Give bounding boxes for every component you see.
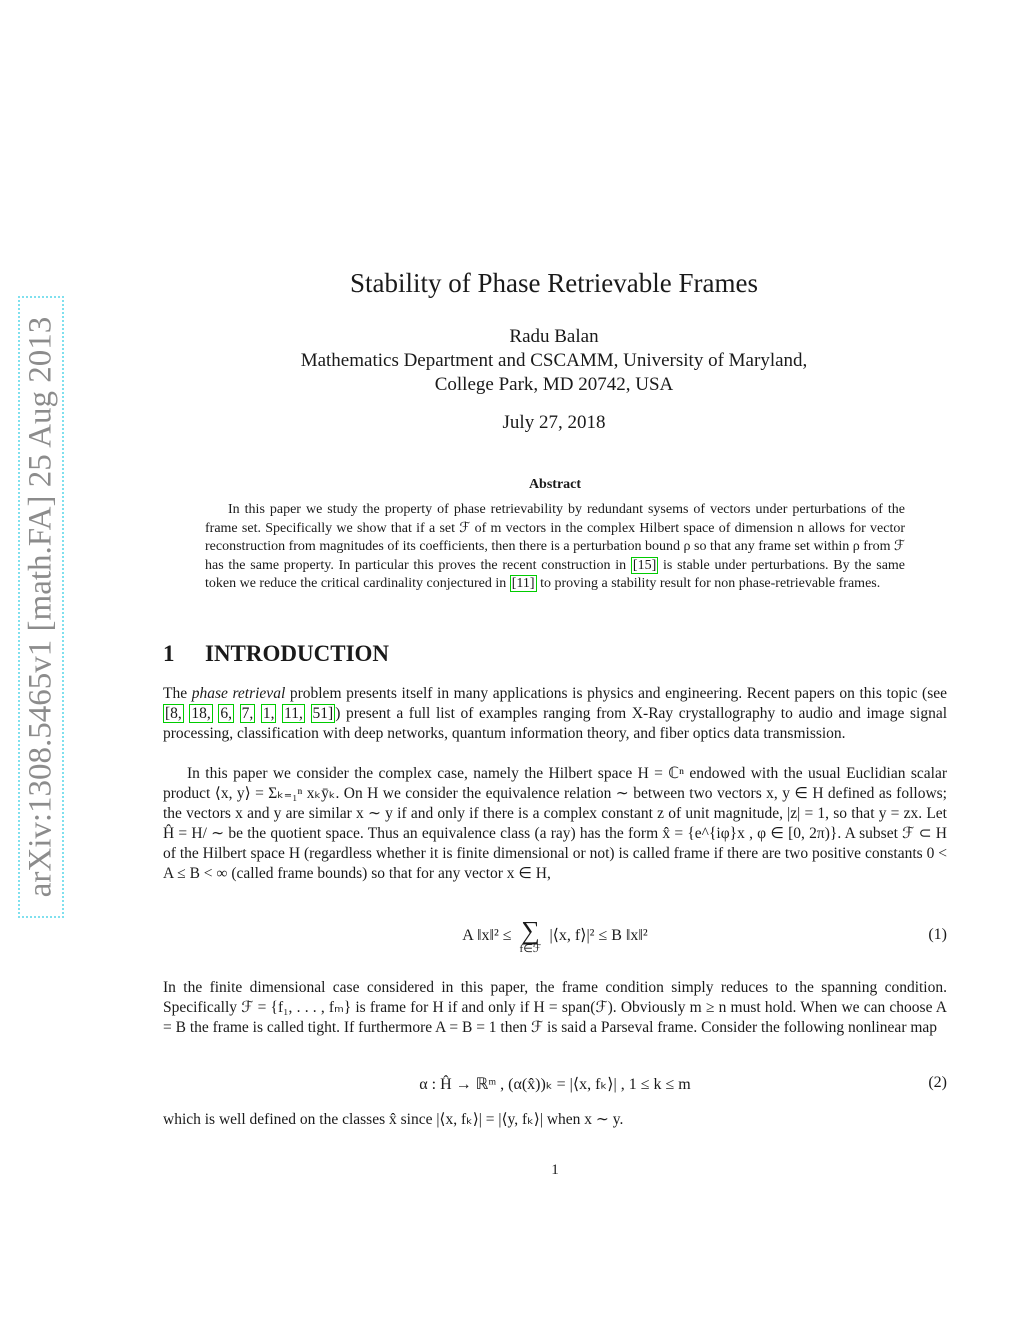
page-number: 1 [551,1162,559,1178]
intro-paragraph-3: In the finite dimensional case considered in this paper, the frame condition simply reduces to the spanning condition. Specifically ℱ = {f₁, . . . , fₘ} is frame for H if and only if H = span(ℱ). Obviously m ≥ n must hold. When we can choose A = B the frame is called tight. If furthermore A = B = 1 then ℱ is said a Parseval frame. Consider the following nonlinear map [163,979,947,1036]
intro-paragraph-1 [163,684,947,744]
section-heading [163,641,389,667]
author-name: Radu Balan [509,326,599,347]
eq1-right: |⟨x, f⟩|² ≤ B ‖x‖² [549,927,648,945]
citation-link[interactable]: 6, [220,705,233,722]
citation-link[interactable]: 11, [284,705,303,722]
abstract-body [205,501,905,594]
section-number: 1 [163,641,175,666]
p1-emphasis: phase retrieval [191,685,286,702]
abstract-text-1: In this paper we study the property of phase retrievability by redundant sysems of vectors under perturbations of the frame set. Specifically we show that if a set ℱ of m vectors in the complex Hilbert space of dimension n allows for vector reconstruction from magnitudes of its coefficients, then there is a perturbation bound ρ so that any frame set within ρ from ℱ has the same property. In particular this proves the recent construction in [205,502,905,573]
citation-link[interactable]: [15] [632,557,657,573]
citation-link[interactable]: 1, [262,705,275,722]
paper-title: Stability of Phase Retrievable Frames [350,268,758,298]
abstract-text-3: to proving a stability result for non phase-retrievable frames. [540,576,881,591]
equation-1 [163,918,947,962]
citation-link[interactable]: 7, [241,705,254,722]
citation-link[interactable]: 18, [191,705,211,722]
arxiv-stamp-text: arXiv:1308.5465v1 [math.FA] 25 Aug 2013 [22,316,59,898]
citation-link[interactable]: [11] [511,576,535,591]
paper-date: July 27, 2018 [502,412,606,433]
abstract-heading: Abstract [528,477,582,492]
eq2-body: α : Ĥ → ℝᵐ , (α(x̂))ₖ = |⟨x, fₖ⟩| , 1 ≤ k ≤ m [419,1076,691,1093]
abstract-text-2: is stable under perturbations. By the same token we reduce the critical cardinality conjectured in [205,557,906,591]
citation-link[interactable]: 51] [312,705,334,722]
eq1-left: A ‖x‖² ≤ [462,927,512,945]
section-title: INTRODUCTION [205,641,390,666]
intro-paragraph-2: In this paper we consider the complex case, namely the Hilbert space H = ℂⁿ endowed with the usual Euclidian scalar product ⟨x, y⟩ = Σₖ₌₁ⁿ xₖȳₖ. On H we consider the equivalence relation ∼ between two vectors x, y ∈ H defined as follows; the vectors x and y are similar x ∼ y if and only if there is a complex constant z of unit magnitude, |z| = 1, so that y = zx. Let Ĥ = H/ ∼ be the quotient space. Thus an equivalence class (a ray) has the form x̂ = {e^{iφ}x , φ ∈ [0, 2π)}. A subset ℱ ⊂ H of the Hilbert space H (regardless whether it is finite dimensional or not) is called frame if there are two positive constants 0 < A ≤ B < ∞ (called frame bounds) so that for any vector x ∈ H, [163,765,947,882]
summation: ∑ f∈ℱ [519,916,542,955]
author-affiliation-line1: Mathematics Department and CSCAMM, University of Maryland, [300,350,808,371]
p1-text-b: problem presents itself in many applications is physics and engineering. Recent papers on this topic (see [289,685,948,702]
equation-2 [163,1074,947,1096]
author-affiliation-line2: College Park, MD 20742, USA [434,374,674,395]
p1-text-c: ) present a full list of examples ranging from X-Ray crystallography to audio and image signal processing, classification with deep networks, quantum information theory, and fiber optics data transmission. [163,705,947,742]
equation-number: (1) [928,926,947,943]
equation-number: (2) [928,1074,947,1091]
citation-link[interactable]: [8, [165,705,182,722]
intro-paragraph-4: which is well defined on the classes x̂ since |⟨x, fₖ⟩| = |⟨y, fₖ⟩| when x ∼ y. [163,1111,624,1128]
sum-subscript: f∈ℱ [519,943,542,955]
p1-text-a: The [163,685,188,702]
